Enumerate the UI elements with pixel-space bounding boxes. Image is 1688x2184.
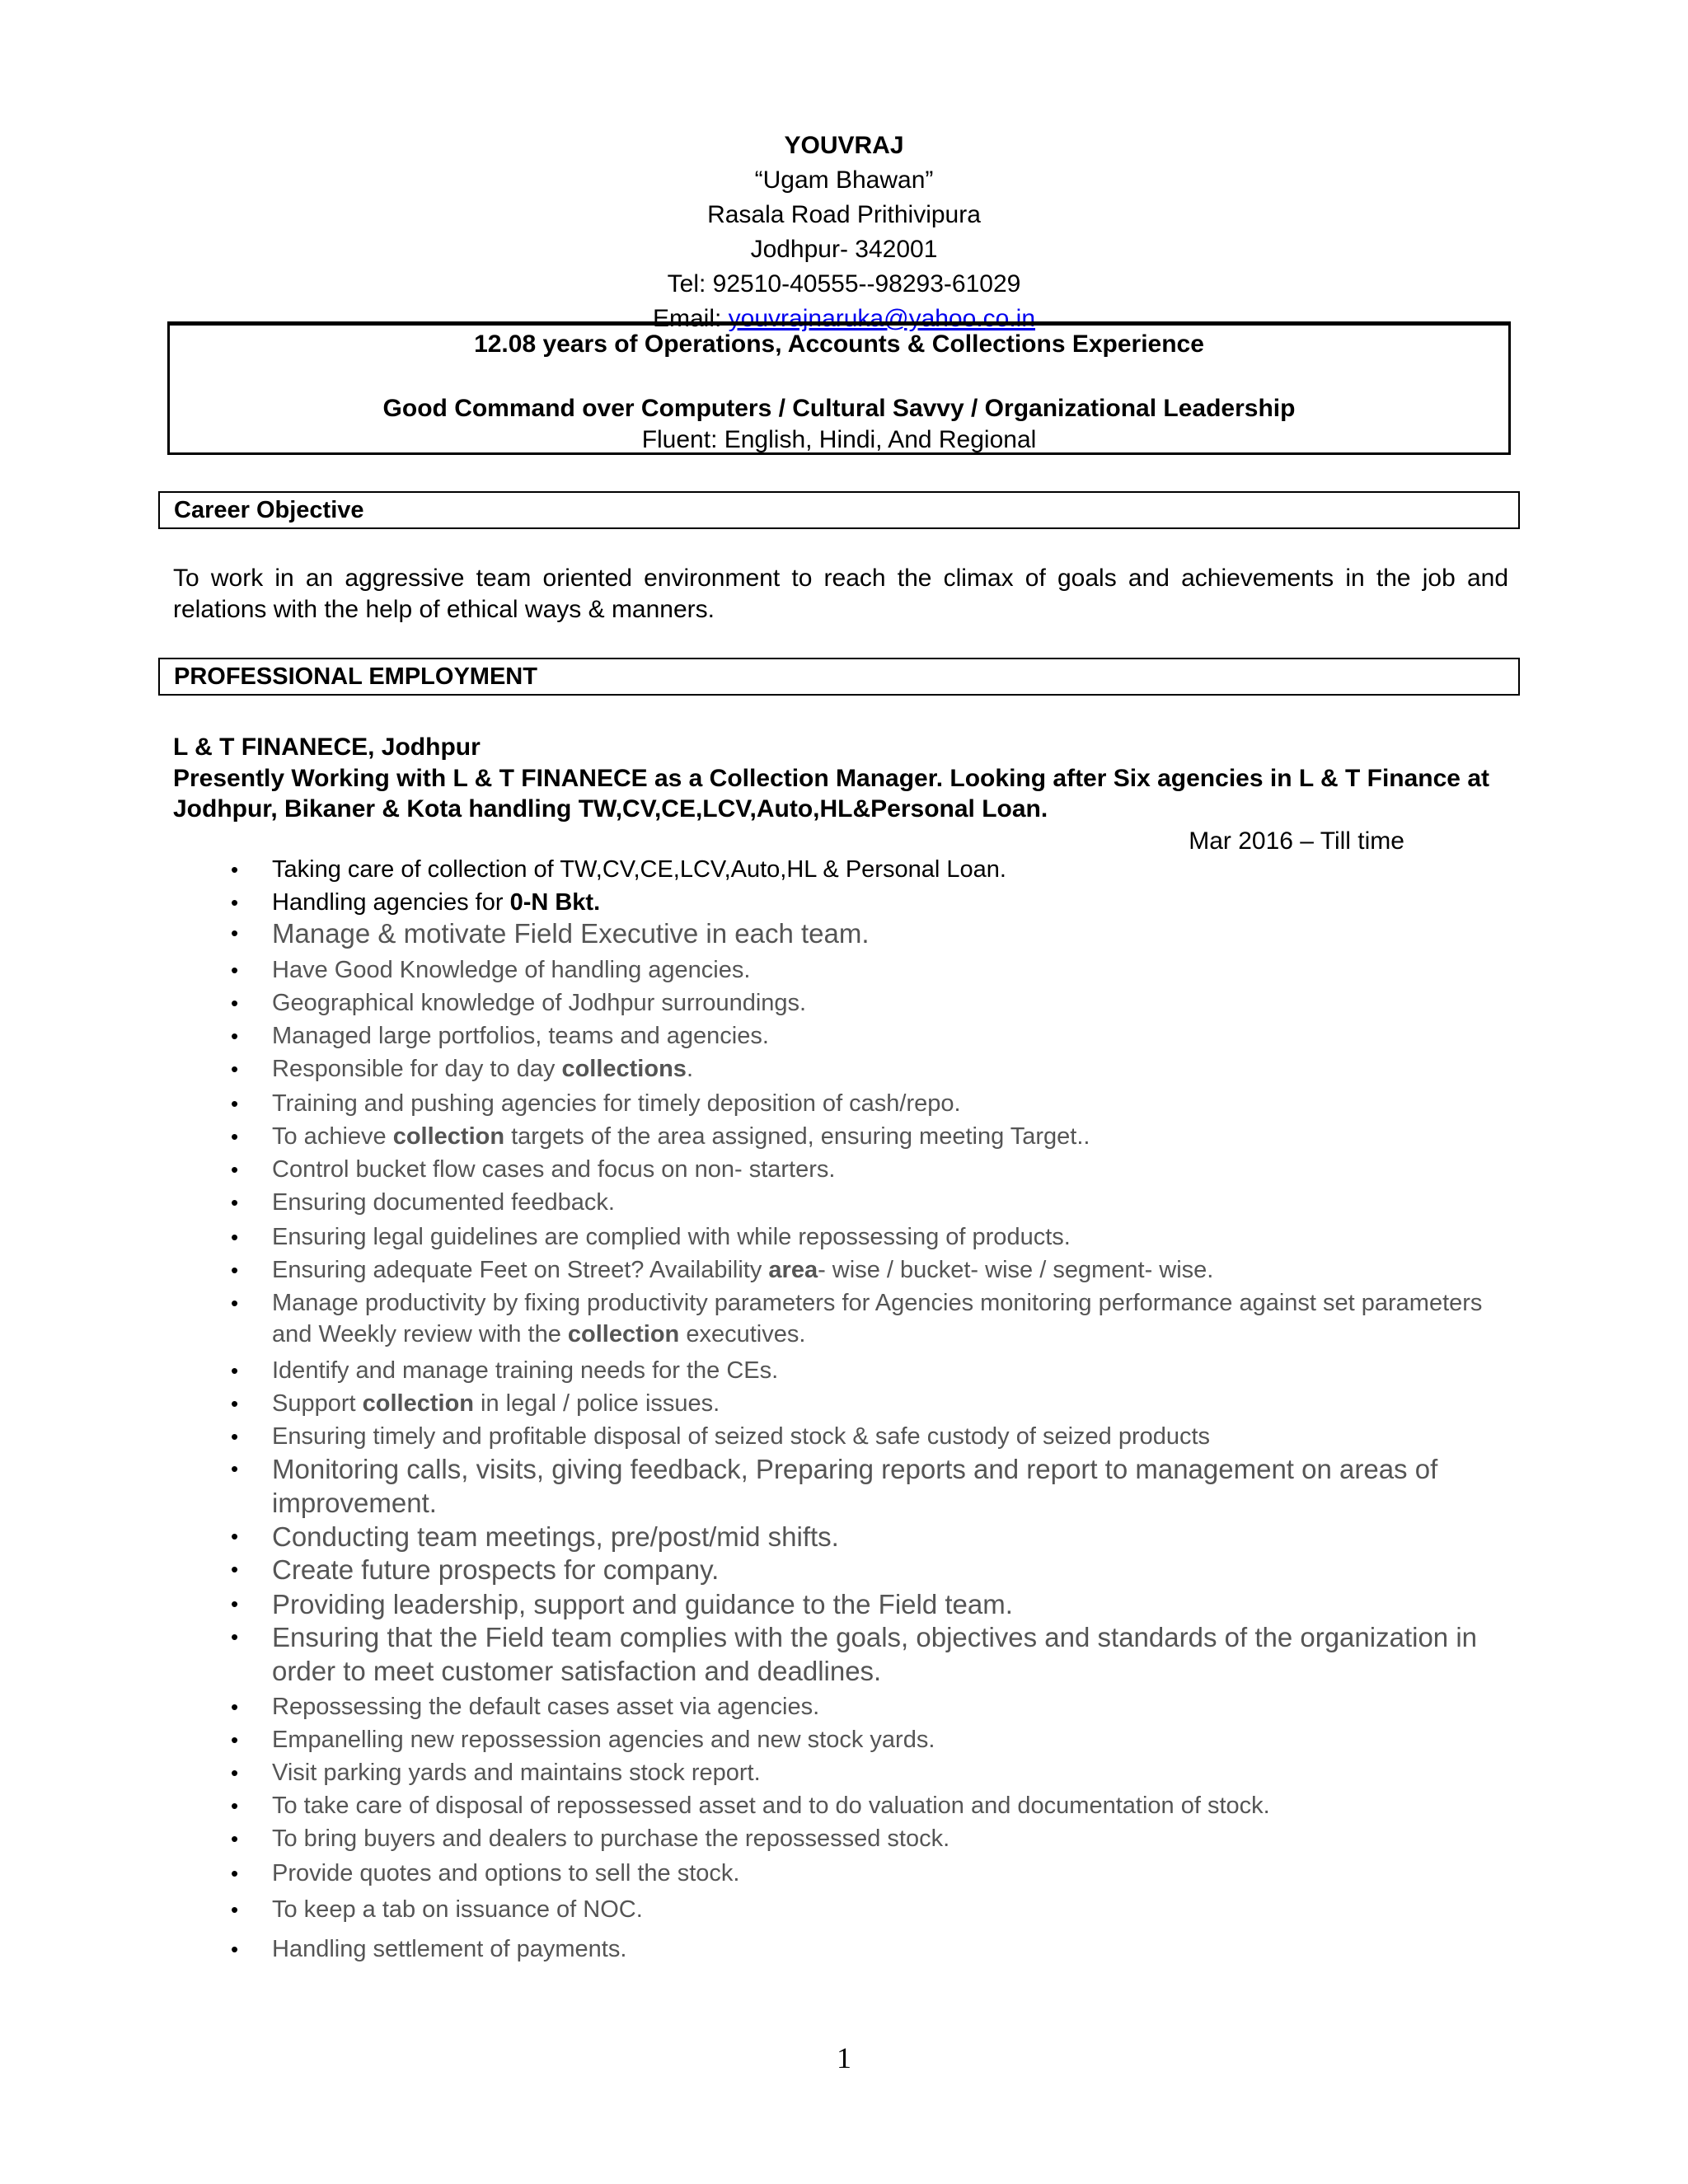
bullet-icon: • bbox=[231, 958, 239, 982]
bullet-icon: • bbox=[231, 1424, 239, 1449]
languages-summary: Fluent: English, Hindi, And Regional bbox=[641, 426, 1037, 453]
list-item-text: targets of the area assigned, ensuring meeting Target.. bbox=[504, 1123, 1090, 1150]
candidate-name: YOUVRAJ bbox=[784, 132, 904, 159]
bullet-icon: • bbox=[231, 1225, 239, 1249]
email-label: Email: bbox=[652, 305, 722, 332]
bullet-icon: • bbox=[231, 1694, 239, 1719]
list-item-text: To bring buyers and dealers to purchase the repossessed stock. bbox=[272, 1825, 950, 1852]
list-item-text: Support bbox=[272, 1390, 363, 1417]
role-description: Presently Working with L & T FINANECE as a Collection Manager. Looking after Six agencies in L & T Finance at Jodhpur, Bikaner & Kota handling TW,CV,CE,LCV,Auto,HL&Personal Loan. bbox=[173, 765, 1490, 823]
list-item bbox=[231, 1020, 1517, 1052]
address-line-1: “Ugam Bhawan” bbox=[754, 166, 934, 194]
list-item-text: . bbox=[686, 1056, 693, 1082]
list-item-text: Have Good Knowledge of handling agencies. bbox=[272, 957, 751, 983]
bullet-icon: • bbox=[231, 1524, 239, 1549]
list-item bbox=[231, 1053, 1517, 1085]
bullet-icon: • bbox=[231, 1091, 239, 1116]
list-item bbox=[231, 1421, 1517, 1452]
bullet-icon: • bbox=[231, 1024, 239, 1048]
list-item bbox=[231, 854, 1517, 885]
list-item bbox=[231, 1287, 1517, 1350]
contact-header bbox=[0, 129, 1688, 336]
list-item-text: Monitoring calls, visits, giving feedback, Preparing reports and report to management on areas of improvement. bbox=[272, 1454, 1438, 1518]
list-item bbox=[231, 1894, 1517, 1925]
bullet-icon: • bbox=[231, 1557, 239, 1582]
bullet-icon: • bbox=[231, 1258, 239, 1282]
bullet-icon: • bbox=[231, 1591, 239, 1616]
list-item-text: Handling settlement of payments. bbox=[272, 1936, 627, 1962]
list-item bbox=[231, 1757, 1517, 1788]
list-item-text: Responsible for day to day bbox=[272, 1056, 562, 1082]
list-item-text: Visit parking yards and maintains stock report. bbox=[272, 1760, 761, 1786]
list-item bbox=[231, 1823, 1517, 1854]
list-item-text: Provide quotes and options to sell the stock. bbox=[272, 1860, 740, 1886]
list-item bbox=[231, 1691, 1517, 1722]
bullet-icon: • bbox=[231, 1624, 239, 1649]
bullet-icon: • bbox=[231, 1456, 239, 1481]
page-number: 1 bbox=[837, 2041, 851, 2074]
list-item-text: Ensuring adequate Feet on Street? Availability bbox=[272, 1257, 769, 1283]
list-item-text: Providing leadership, support and guidance to the Field team. bbox=[272, 1589, 1013, 1619]
list-item-text: Managed large portfolios, teams and agencies. bbox=[272, 1023, 769, 1049]
list-item-text: Control bucket flow cases and focus on non- starters. bbox=[272, 1156, 836, 1183]
list-item bbox=[231, 1221, 1517, 1253]
bullet-icon: • bbox=[231, 1937, 239, 1961]
list-item bbox=[231, 1858, 1517, 1889]
address-line-3: Jodhpur- 342001 bbox=[750, 236, 938, 263]
career-objective-heading: Career Objective bbox=[158, 491, 1520, 529]
list-item-emphasis: collection bbox=[567, 1321, 680, 1347]
list-item-text: Repossessing the default cases asset via agencies. bbox=[272, 1694, 820, 1720]
list-item bbox=[231, 1587, 1517, 1621]
bullet-icon: • bbox=[231, 1358, 239, 1383]
bullet-icon: • bbox=[231, 1826, 239, 1851]
professional-employment-heading: PROFESSIONAL EMPLOYMENT bbox=[158, 658, 1520, 696]
bullet-icon: • bbox=[231, 1391, 239, 1416]
list-item bbox=[231, 1933, 1517, 1965]
bullet-icon: • bbox=[231, 857, 239, 882]
list-item-text: Create future prospects for company. bbox=[272, 1554, 720, 1585]
bullet-icon: • bbox=[231, 890, 239, 915]
summary-box bbox=[167, 321, 1511, 455]
bullet-icon: • bbox=[231, 1057, 239, 1081]
list-item bbox=[231, 1790, 1517, 1821]
list-item bbox=[231, 1520, 1517, 1554]
list-item-text: executives. bbox=[679, 1321, 806, 1347]
employer-name: L & T FINANECE, Jodhpur bbox=[173, 733, 481, 761]
list-item-emphasis: collection bbox=[392, 1123, 505, 1150]
list-item-text: To take care of disposal of repossessed asset and to do valuation and documentation of stock. bbox=[272, 1793, 1270, 1819]
list-item-text: Empanelling new repossession agencies and new stock yards. bbox=[272, 1727, 935, 1753]
list-item bbox=[231, 1388, 1517, 1419]
list-item-text: in legal / police issues. bbox=[474, 1390, 720, 1417]
bullet-icon: • bbox=[231, 1897, 239, 1922]
list-item bbox=[231, 1121, 1517, 1152]
bullet-icon: • bbox=[231, 1291, 239, 1315]
list-item-text: Conducting team meetings, pre/post/mid shifts. bbox=[272, 1521, 839, 1552]
list-item-text: To achieve bbox=[272, 1123, 393, 1150]
list-item bbox=[231, 1088, 1517, 1119]
address-line-2: Rasala Road Prithivipura bbox=[707, 201, 981, 228]
bullet-icon: • bbox=[231, 1190, 239, 1215]
list-item-text: - wise / bucket- wise / segment- wise. bbox=[818, 1257, 1214, 1283]
list-item-text: Ensuring legal guidelines are complied with while repossessing of products. bbox=[272, 1224, 1071, 1250]
bullet-icon: • bbox=[231, 1727, 239, 1752]
bullet-icon: • bbox=[231, 1760, 239, 1785]
list-item bbox=[231, 1553, 1517, 1586]
list-item bbox=[231, 1620, 1517, 1688]
bullet-icon: • bbox=[231, 1124, 239, 1149]
list-item bbox=[231, 987, 1517, 1019]
list-item-text: Ensuring that the Field team complies with the goals, objectives and standards of the organization in order to meet customer satisfaction and deadlines. bbox=[272, 1622, 1478, 1686]
bullet-icon: • bbox=[231, 991, 239, 1015]
list-item bbox=[231, 1187, 1517, 1218]
bullet-icon: • bbox=[231, 921, 239, 945]
list-item-text: Ensuring documented feedback. bbox=[272, 1189, 615, 1216]
list-item bbox=[231, 916, 1517, 950]
list-item bbox=[231, 1724, 1517, 1755]
bullet-icon: • bbox=[231, 1157, 239, 1182]
list-item-emphasis: area bbox=[768, 1257, 818, 1283]
bullet-icon: • bbox=[231, 1793, 239, 1818]
telephone: Tel: 92510-40555--98293-61029 bbox=[667, 270, 1021, 298]
email-link[interactable]: youvrajnaruka@yahoo.co.in bbox=[728, 305, 1036, 332]
experience-summary: 12.08 years of Operations, Accounts & Collections Experience bbox=[474, 330, 1204, 358]
list-item-text: To keep a tab on issuance of NOC. bbox=[272, 1896, 643, 1923]
list-item-emphasis: collection bbox=[362, 1390, 474, 1417]
list-item-text: Taking care of collection of TW,CV,CE,LCV,Auto,HL & Personal Loan. bbox=[272, 856, 1006, 883]
list-item bbox=[231, 1254, 1517, 1286]
list-item-text: Manage & motivate Field Executive in each team. bbox=[272, 918, 870, 949]
bullet-icon: • bbox=[231, 1861, 239, 1886]
list-item-text: Handling agencies for bbox=[272, 889, 510, 916]
list-item bbox=[231, 954, 1517, 986]
list-item-emphasis: collections bbox=[561, 1056, 687, 1082]
skills-summary: Good Command over Computers / Cultural Savvy / Organizational Leadership bbox=[382, 395, 1296, 422]
list-item-text: Ensuring timely and profitable disposal of seized stock & safe custody of seized products bbox=[272, 1423, 1211, 1450]
list-item-text: Training and pushing agencies for timely deposition of cash/repo. bbox=[272, 1090, 961, 1117]
list-item bbox=[231, 1355, 1517, 1386]
list-item-text: Geographical knowledge of Jodhpur surroundings. bbox=[272, 990, 807, 1016]
employment-period: Mar 2016 – Till time bbox=[1189, 827, 1404, 855]
list-item bbox=[231, 1452, 1517, 1520]
list-item bbox=[231, 1154, 1517, 1185]
list-item-text: Identify and manage training needs for the CEs. bbox=[272, 1357, 779, 1384]
list-item bbox=[231, 887, 1517, 918]
career-objective-text: To work in an aggressive team oriented environment to reach the climax of goals and achievements in the job and relations with the help of ethical ways & manners. bbox=[173, 565, 1508, 623]
list-item-emphasis: 0-N Bkt. bbox=[509, 889, 601, 916]
list-item-text: Manage productivity by fixing productivity parameters for Agencies monitoring performance against set parameters and Weekly review with the bbox=[272, 1290, 1483, 1347]
